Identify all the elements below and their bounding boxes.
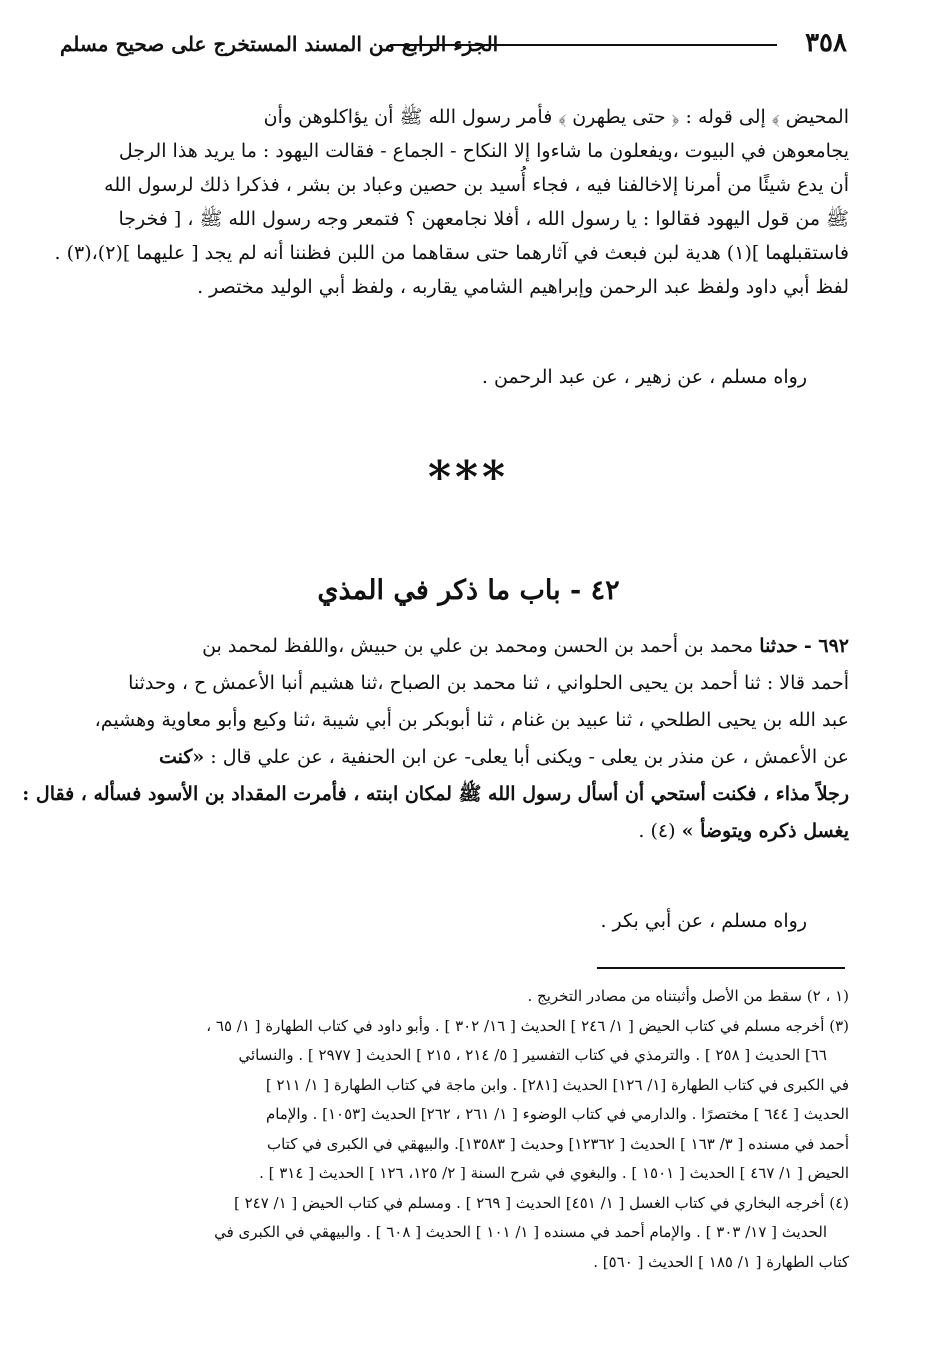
page-header <box>60 22 847 72</box>
narration-note: رواه مسلم ، عن زهير ، عن عبد الرحمن . <box>481 366 807 388</box>
text-line: فاستقبلهما ](١) هدية لبن فبعث في آثارهما حتى سقاهما من اللبن فظننا أنه لم يجد [ عليهما ](٢)،(٣) . <box>54 242 849 264</box>
footnote-line: الحديث [ ١٧/ ٣٠٣ ] . والإمام أحمد في مسنده [ ١/ ١٠١ ] الحديث [ ٦٠٨ ] . والبيهقي في الكبرى في <box>214 1223 827 1241</box>
text-line: المحيض ﴾ إلى قوله : ﴿ حتى يطهرن ﴾ فأمر رسول الله ﷺ أن يؤاكلوهن وأن <box>263 106 849 128</box>
hadith-first-line <box>88 628 849 665</box>
page-number: ٣٥٨ <box>805 28 847 58</box>
footnote-line: (١ ، ٢) سقط من الأصل وأثبتناه من مصادر التخريج . <box>527 987 849 1005</box>
text-line <box>88 739 849 776</box>
narration-note: رواه مسلم ، عن أبي بكر . <box>600 910 807 932</box>
quote-text: يغسل ذكره ويتوضأ » <box>681 820 849 842</box>
quote-last-line <box>88 813 849 850</box>
footnote-line: ٦٦] الحديث [ ٢٥٨ ] . والترمذي في كتاب التفسير [ ٥/ ٢١٤ ، ٢١٥ ] الحديث [ ٢٩٧٧ ] . والنسائي <box>238 1046 827 1064</box>
quote-line: رجلاً مذاء ، فكنت أستحي أن أسأل رسول الله ﷺ لمكان ابنته ، فأمرت المقداد بن الأسود فسأله ، فقال : <box>22 783 849 805</box>
footnote-line: في الكبرى في كتاب الطهارة [١/ ١٢٦] الحديث [٢٨١] . وابن ماجة في كتاب الطهارة [ ١/ ٢١١ ] <box>265 1075 849 1094</box>
running-title: الجزء الرابع من المسند المستخرج على صحيح مسلم <box>60 32 499 56</box>
footnote-line: (٣) أخرجه مسلم في كتاب الحيض [ ١/ ٢٤٦ ] الحديث [ ١٦/ ٣٠٢ ] . وأبو داود في كتاب الطهارة [ ١/ ٦٥ ، <box>206 1016 849 1035</box>
text-line: لفظ أبي داود ولفظ عبد الرحمن وإبراهيم الشامي يقاربه ، ولفظ أبي الوليد مختصر . <box>197 276 849 298</box>
footnote-ref: (٤) . <box>638 820 676 842</box>
hadith-number: ٦٩٢ - <box>803 635 849 657</box>
footnote-line: الحديث [ ٦٤٤ ] مختصرًا . والدارمي في كتاب الوضوء [ ١/ ٢٦١ ، ٢٦٢] الحديث [١٠٥٣] . والإمام <box>265 1105 849 1123</box>
hadith-lead-word: حدثنا <box>759 635 798 657</box>
footnote-line: (٤) أخرجه البخاري في كتاب الغسل [ ١/ ٤٥١] الحديث [ ٢٦٩ ] . ومسلم في كتاب الحيض [ ١/ ٢٤٧ ] <box>233 1193 849 1212</box>
text-line: أحمد قالا : ثنا أحمد بن يحيى الحلواني ، ثنا محمد بن الصباح ،ثنا هشيم أنبا الأعمش ح ، وحدثنا <box>128 672 849 694</box>
chapter-title: ٤٢ - باب ما ذكر في المذي <box>317 575 620 606</box>
quote-start: «كنت <box>158 746 205 768</box>
paragraph-continued <box>54 100 849 304</box>
text-line: أن يدع شيئًا من أمرنا إلاخالفنا فيه ، فجاء أُسيد بن حصين وعباد بن بشر ، فذكرا ذلك لرسول الله <box>104 174 849 196</box>
text-line: ﷺ من قول اليهود فقالوا : يا رسول الله ، أفلا نجامعهن ؟ فتمعر وجه رسول الله ﷺ ، [ فخرجا <box>118 208 849 230</box>
hadith-paragraph <box>22 628 849 850</box>
footnotes <box>88 982 849 1277</box>
footnote-line: الحيض [ ١/ ٤٦٧ ] الحديث [ ١٥٠١ ] . والبغوي في شرح السنة [ ٢/ ١٢٥، ١٢٦ ] الحديث [ ٣١٤ ] . <box>259 1164 849 1182</box>
text-segment: محمد بن أحمد بن الحسن ومحمد بن علي بن حبيش ،واللفظ لمحمد بن <box>202 635 754 657</box>
footnote-rule <box>597 967 845 969</box>
text-line: عبد الله بن يحيى الطلحي ، ثنا عبيد بن غنام ، ثنا أبوبكر بن أبي شيبة ،ثنا وكيع وأبو معاوية وهشيم، <box>94 709 849 731</box>
text-line: يجامعوهن في البيوت ،ويفعلون ما شاءوا إلا النكاح - الجماع - فقالت اليهود : ما يريد هذا الرجل <box>118 140 849 162</box>
footnote-line: أحمد في مسنده [ ٣/ ١٦٣ ] الحديث [ ١٢٣٦٢] وحديث [ ١٣٥٨٣]. والبيهقي في الكبرى في كتاب <box>267 1134 849 1153</box>
footnote-line: كتاب الطهارة [ ١/ ١٨٥ ] الحديث [ ٥٦٠] . <box>593 1252 849 1271</box>
section-separator: *** <box>427 452 510 503</box>
text-segment: عن الأعمش ، عن منذر بن يعلى - ويكنى أبا يعلى- عن ابن الحنفية ، عن علي قال : <box>210 746 849 768</box>
